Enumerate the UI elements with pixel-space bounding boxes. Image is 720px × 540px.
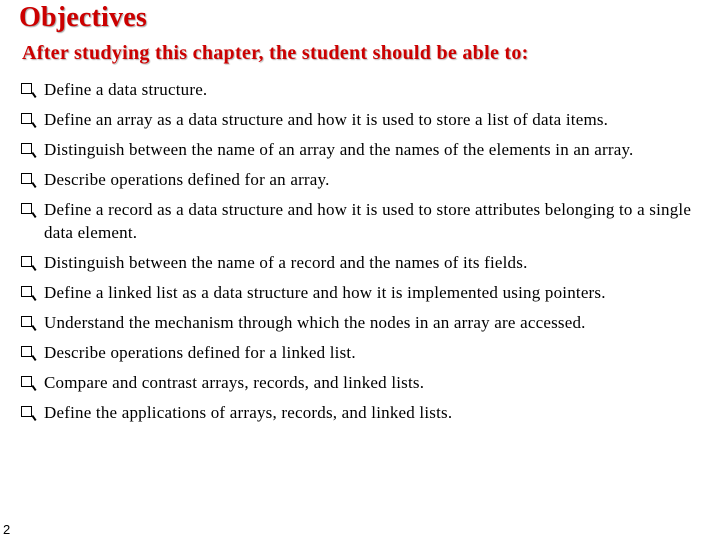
objective-text: Compare and contrast arrays, records, and linked lists. (44, 373, 425, 392)
bullet-icon (21, 173, 32, 184)
objective-item (21, 168, 716, 191)
objective-text: Understand the mechanism through which the nodes in an array are accessed. (44, 313, 586, 332)
bullet-icon (21, 346, 32, 357)
bullet-icon (21, 316, 32, 327)
objective-text: Describe operations defined for an array. (44, 170, 330, 189)
objective-item (21, 371, 716, 394)
slide-subtitle: After studying this chapter, the student should be able to: (22, 42, 529, 64)
bullet-icon (21, 376, 32, 387)
objective-item (21, 108, 716, 131)
objective-text: Distinguish between the name of an array and the names of the elements in an array. (44, 140, 634, 159)
bullet-icon (21, 83, 32, 94)
bullet-icon (21, 113, 32, 124)
objective-text: Describe operations defined for a linked list. (44, 343, 356, 362)
objective-item (21, 311, 716, 334)
objective-item (21, 341, 716, 364)
objective-text: Define a data structure. (44, 80, 208, 99)
objective-item (21, 198, 716, 244)
objectives-list (21, 78, 716, 431)
objective-item (21, 281, 716, 304)
bullet-icon (21, 286, 32, 297)
objective-text: Distinguish between the name of a record and the names of its fields. (44, 253, 528, 272)
objective-text: Define a record as a data structure and how it is used to store attributes belonging to a single data element. (44, 200, 692, 242)
objective-text: Define the applications of arrays, records, and linked lists. (44, 403, 453, 422)
objective-item (21, 78, 716, 101)
objective-text: Define an array as a data structure and how it is used to store a list of data items. (44, 110, 609, 129)
objective-item (21, 251, 716, 274)
objective-text: Define a linked list as a data structure and how it is implemented using pointers. (44, 283, 606, 302)
bullet-icon (21, 256, 32, 267)
slide-title: Objectives (19, 2, 147, 33)
bullet-icon (21, 406, 32, 417)
page-number: 2 (3, 522, 11, 537)
objective-item (21, 401, 716, 424)
bullet-icon (21, 143, 32, 154)
bullet-icon (21, 203, 32, 214)
objective-item (21, 138, 716, 161)
